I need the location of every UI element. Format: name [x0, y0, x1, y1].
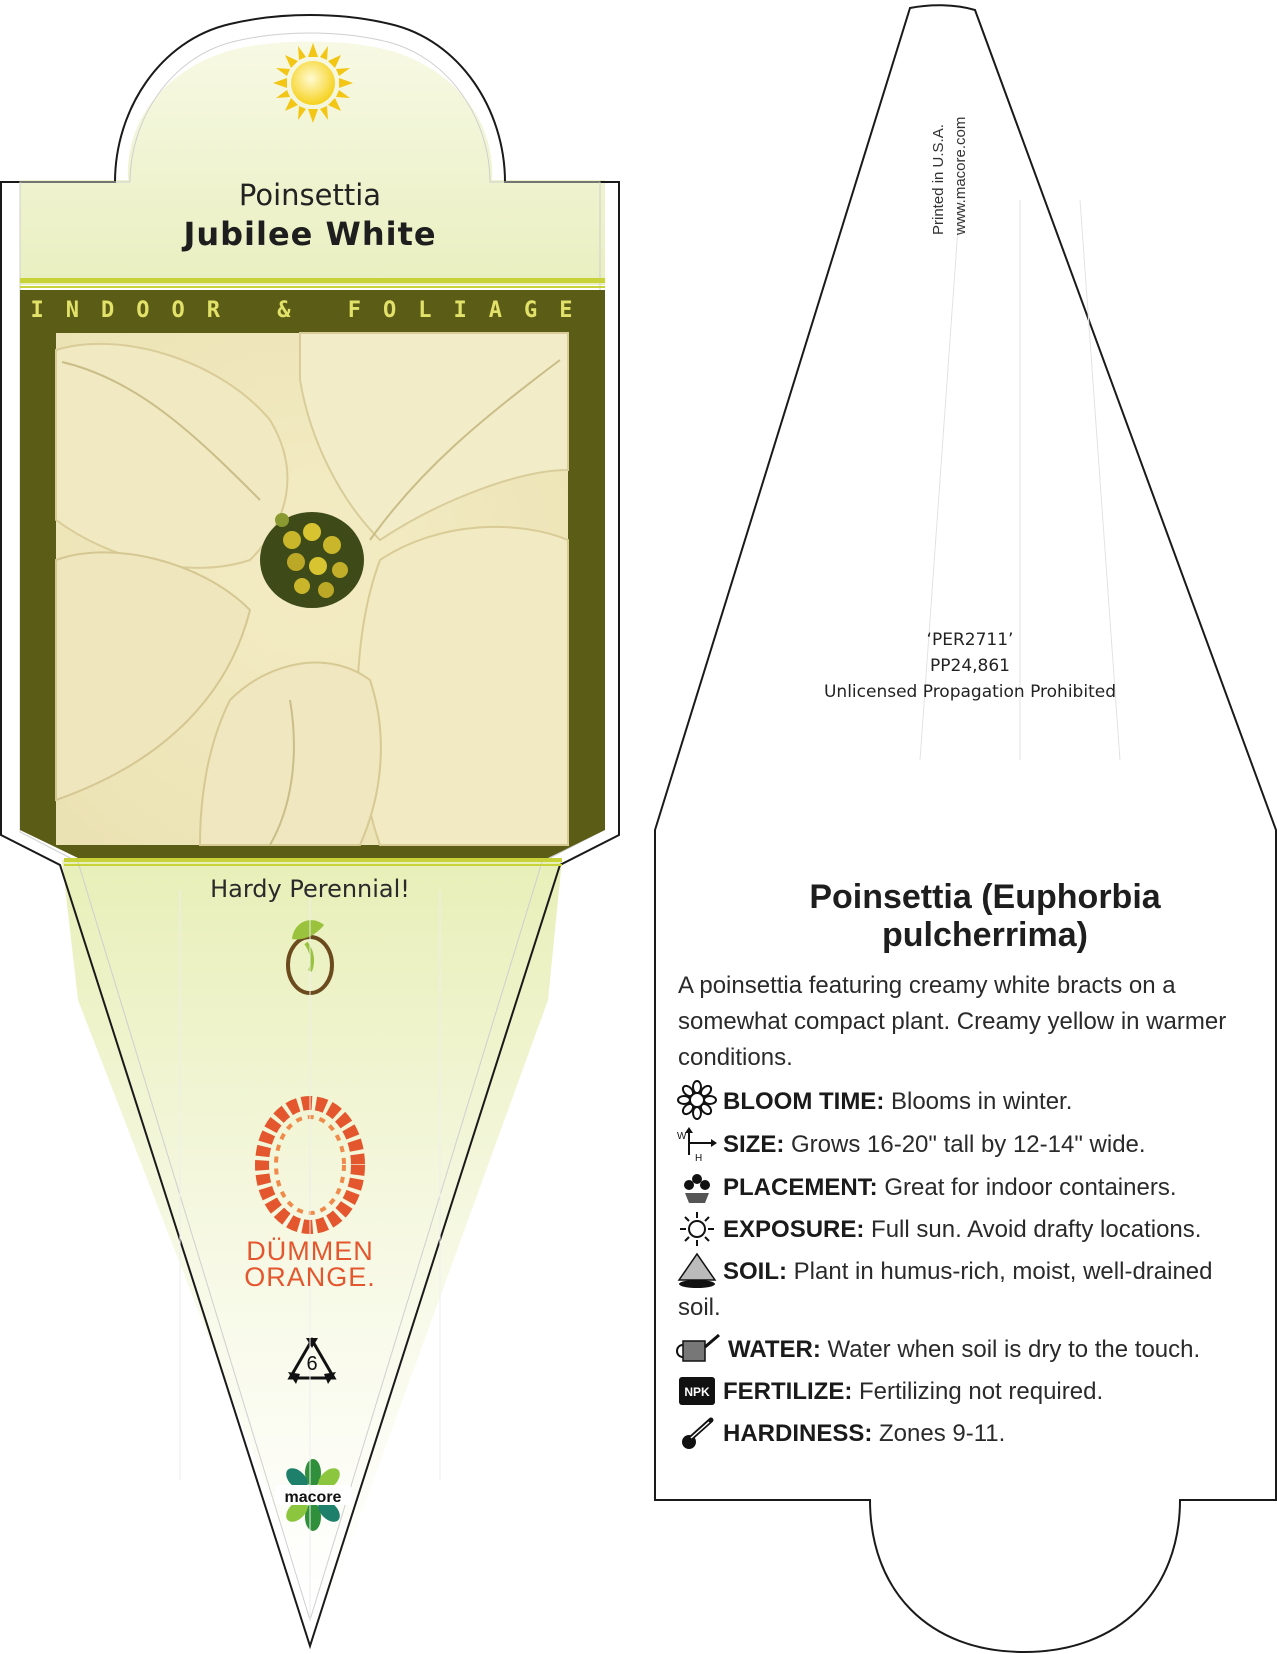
cultivar-code: ‘PER2711’ [926, 630, 1014, 650]
category-label: INDOOR & FOLIAGE [30, 298, 595, 323]
care-soil: SOIL: Plant in humus-rich, moist, well-drained soil. [678, 1258, 1213, 1321]
care-hardiness: HARDINESS: Zones 9-11. [723, 1420, 1006, 1447]
svg-text:W: W [677, 1131, 687, 1142]
sun-icon [273, 43, 353, 123]
care-water: WATER: Water when soil is dry to the touch. [728, 1336, 1201, 1363]
scientific-name [680, 878, 1277, 954]
brand-line-1: DÜMMEN [246, 1236, 374, 1266]
care-exposure: EXPOSURE: Full sun. Avoid drafty locations. [723, 1216, 1202, 1243]
propagation-notice: Unlicensed Propagation Prohibited [823, 682, 1116, 702]
care-size: SIZE: Grows 16-20" tall by 12-14" wide. [723, 1131, 1146, 1158]
recycle-code: 6 [306, 1353, 318, 1375]
variety-name: Jubilee White [183, 215, 437, 253]
common-name: Poinsettia [238, 178, 382, 212]
care-placement: PLACEMENT: Great for indoor containers. [723, 1174, 1177, 1201]
plant-patent: PP24,861 [930, 656, 1010, 676]
care-fertilize: FERTILIZE: Fertilizing not required. [723, 1378, 1104, 1405]
printed-line-1: Printed in U.S.A. [930, 124, 947, 235]
svg-text:H: H [695, 1153, 703, 1164]
printed-line-2: www.macore.com [952, 116, 969, 235]
scientific-line-1: Poinsettia (Euphorbia [809, 878, 1161, 916]
svg-text:NPK: NPK [684, 1385, 710, 1399]
plant-description: A poinsettia featuring creamy white bracts on a somewhat compact plant. Creamy yellow in warmer conditions. [678, 972, 1227, 1071]
scientific-line-2: pulcherrima) [882, 916, 1088, 954]
printed-in-note [930, 60, 969, 235]
brand-line-2: ORANGE. [244, 1262, 376, 1292]
macore-wordmark: macore [284, 1489, 342, 1506]
care-bloom-time: BLOOM TIME: Blooms in winter. [723, 1088, 1073, 1115]
tagline: Hardy Perennial! [210, 875, 410, 903]
